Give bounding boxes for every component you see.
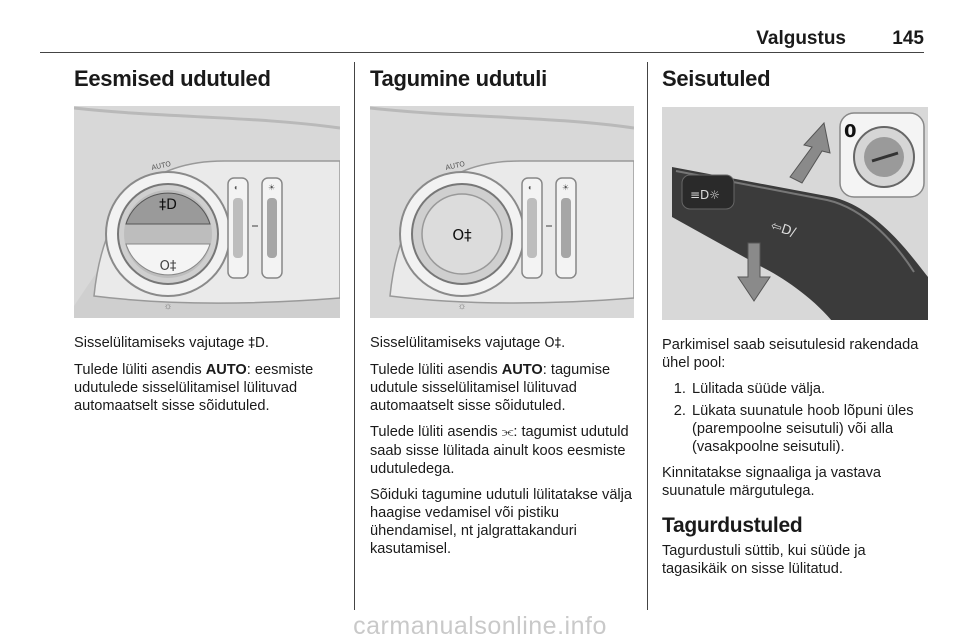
auto-ring-label: AUTO — [444, 160, 466, 172]
column-divider — [647, 62, 648, 610]
rear-fog-symbol: O‡ — [159, 259, 177, 274]
heading-rear-fog-light: Tagumine udutuli — [370, 66, 547, 91]
page-number: 145 — [892, 28, 924, 49]
figure-indicator-stalk — [662, 106, 928, 320]
paragraph-rear-fog-trailer: Sõiduki tagumine udutuli lülitatakse välja haagise vedamisel või pistiku ühendamisel, nt jalgrattakanduri kasutamisel. — [370, 487, 633, 557]
paragraph-front-fog-auto: Tulede lüliti asendis AUTO: eesmiste udutulede sisselülitamisel lülituvad automaatselt sisse sõidutuled. — [74, 362, 314, 414]
paragraph-parking-intro: Parkimisel saab seisutulesid rakendada ühel pool: — [662, 337, 919, 371]
dimmer-icon: ☀ — [268, 183, 276, 192]
parking-light-icon: ⇦D/ — [768, 218, 798, 241]
sun-icon: ☼ — [457, 301, 467, 312]
instruction-rear-fog: Sisselülitamiseks vajutage O‡. — [370, 335, 566, 351]
heading-front-fog-lights: Eesmised udutuled — [74, 66, 271, 91]
paragraph-rear-fog-auto: Tulede lüliti asendis AUTO: tagumise udutule sisselülitamisel lülituvad automaatselt sisse sõidutuled. — [370, 362, 611, 414]
heading-parking-lights: Seisutuled — [662, 66, 771, 91]
figure-front-fog-switch — [74, 106, 340, 318]
list-item: 1. Lülitada süüde välja. — [690, 380, 928, 398]
auto-ring-label: AUTO — [150, 160, 172, 172]
column-parking-lights — [662, 62, 928, 586]
column-divider — [354, 62, 355, 610]
ignition-off-label: 0 — [844, 121, 857, 142]
headlight-range-icon: ◐ — [234, 183, 239, 192]
figure-rear-fog-switch — [370, 106, 634, 318]
page-header — [40, 26, 924, 53]
sun-icon: ☼ — [163, 301, 173, 312]
watermark: carmanualsonline.info — [353, 612, 607, 640]
heading-reversing-lights: Tagurdustuled — [662, 514, 803, 537]
headlight-range-icon: ◐ — [528, 183, 533, 192]
instruction-front-fog: Sisselülitamiseks vajutage ‡D. — [74, 335, 269, 351]
paragraph-rear-fog-lowbeam: Tulede lüliti asendis ⫘: tagumist udutuld saab sisse lülitada ainult koos eesmiste udutuledega. — [370, 424, 629, 477]
section-title: Valgustus — [756, 28, 846, 49]
column-front-fog — [74, 62, 340, 423]
paragraph-parking-confirm: Kinnitatakse signaaliga ja vastava suunatule märgutulega. — [662, 465, 882, 499]
paragraph-reversing-lights: Tagurdustuli süttib, kui süüde ja tagasikäik on sisse lülitatud. — [662, 543, 866, 577]
front-fog-inline-symbol: ‡D — [248, 336, 265, 351]
front-fog-symbol: ‡D — [159, 197, 177, 213]
light-switch-icon: ≡D☼ — [690, 188, 721, 202]
low-beam-inline-symbol: ⫘ — [501, 425, 514, 440]
parking-steps-list — [662, 380, 928, 456]
dimmer-icon: ☀ — [562, 183, 570, 192]
column-rear-fog — [370, 62, 634, 566]
rear-fog-symbol: O‡ — [452, 226, 472, 244]
list-item: 2. Lükata suunatule hoob lõpuni üles (parempoolne seisutuli) või alla (vasakpoolne seisutuli). — [690, 402, 928, 456]
rear-fog-inline-symbol: O‡ — [544, 336, 562, 351]
